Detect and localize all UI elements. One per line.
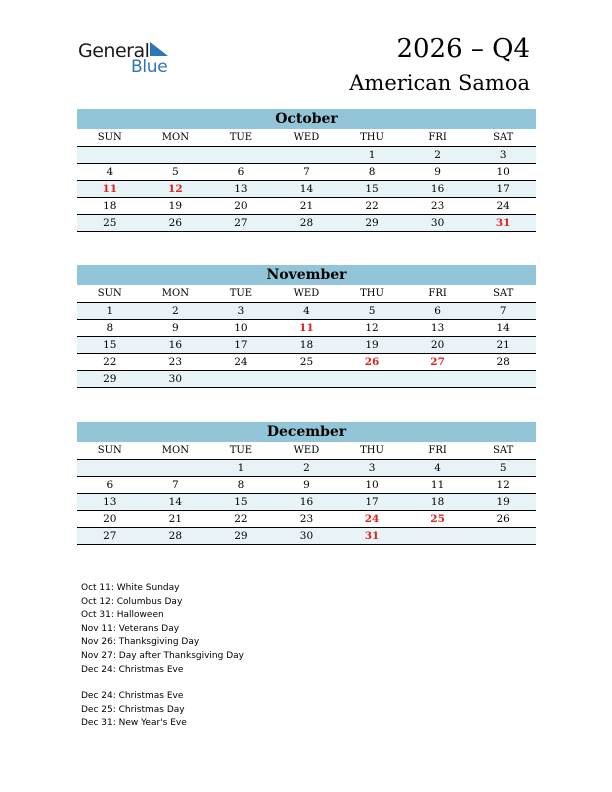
day-cell: 29 [339, 215, 405, 232]
weekday-header: TUE [208, 285, 274, 303]
week-row [77, 181, 536, 198]
weekday-header: THU [339, 129, 405, 147]
day-cell: 30 [405, 215, 471, 232]
day-cell: 1 [77, 303, 143, 320]
day-cell: 27 [77, 528, 143, 545]
day-cell: 18 [274, 337, 340, 354]
day-cell [143, 147, 209, 164]
day-cell: 26 [470, 511, 536, 528]
day-cell: 12 [339, 320, 405, 337]
day-cell: 13 [208, 181, 274, 198]
day-cell: 15 [208, 494, 274, 511]
day-cell: 21 [470, 337, 536, 354]
day-cell: 10 [208, 320, 274, 337]
weekday-header: MON [143, 442, 209, 460]
day-cell: 19 [339, 337, 405, 354]
day-cell: 11 [405, 477, 471, 494]
day-cell: 2 [405, 147, 471, 164]
logo-flag-icon [150, 42, 172, 58]
week-row [77, 528, 536, 545]
day-cell: 27 [208, 215, 274, 232]
week-row [77, 460, 536, 477]
weekday-header: THU [339, 442, 405, 460]
week-row [77, 147, 536, 164]
day-cell: 22 [339, 198, 405, 215]
month-header: October [77, 109, 536, 129]
weekday-header: SUN [77, 442, 143, 460]
day-cell: 29 [77, 371, 143, 388]
day-cell: 30 [143, 371, 209, 388]
day-cell: 28 [470, 354, 536, 371]
week-row [77, 320, 536, 337]
day-cell: 5 [470, 460, 536, 477]
day-cell: 5 [339, 303, 405, 320]
weekday-header: WED [274, 129, 340, 147]
weekday-header: WED [274, 285, 340, 303]
day-cell: 6 [77, 477, 143, 494]
week-row [77, 371, 536, 388]
holiday-note: Dec 25: Christmas Day [81, 704, 185, 715]
day-cell: 8 [339, 164, 405, 181]
day-cell [77, 147, 143, 164]
weekday-header: MON [143, 285, 209, 303]
month-grid [77, 285, 536, 388]
day-cell: 3 [208, 303, 274, 320]
logo [78, 38, 188, 80]
day-cell: 24 [339, 511, 405, 528]
holiday-note: Nov 27: Day after Thanksgiving Day [81, 650, 244, 661]
day-cell: 7 [143, 477, 209, 494]
day-cell: 26 [143, 215, 209, 232]
week-row [77, 354, 536, 371]
day-cell: 26 [339, 354, 405, 371]
day-cell: 22 [77, 354, 143, 371]
day-cell: 4 [274, 303, 340, 320]
weekday-header: FRI [405, 285, 471, 303]
day-cell: 6 [405, 303, 471, 320]
day-cell: 9 [274, 477, 340, 494]
holiday-note: Nov 26: Thanksgiving Day [81, 637, 200, 648]
day-cell: 25 [405, 511, 471, 528]
weekday-header: FRI [405, 129, 471, 147]
day-cell: 19 [143, 198, 209, 215]
day-cell [470, 528, 536, 545]
day-cell [470, 371, 536, 388]
day-cell: 20 [208, 198, 274, 215]
day-cell: 28 [143, 528, 209, 545]
day-cell: 9 [143, 320, 209, 337]
day-cell [339, 371, 405, 388]
day-cell: 16 [274, 494, 340, 511]
day-cell: 4 [405, 460, 471, 477]
day-cell: 13 [405, 320, 471, 337]
day-cell: 6 [208, 164, 274, 181]
week-row [77, 511, 536, 528]
day-cell: 3 [470, 147, 536, 164]
day-cell: 20 [77, 511, 143, 528]
holiday-note: Dec 31: New Year's Eve [81, 718, 187, 729]
day-cell: 24 [208, 354, 274, 371]
month-grid [77, 442, 536, 545]
week-row [77, 477, 536, 494]
weekday-header: TUE [208, 442, 274, 460]
day-cell: 24 [470, 198, 536, 215]
holiday-note: Dec 24: Christmas Eve [81, 664, 184, 675]
day-cell: 14 [143, 494, 209, 511]
weekday-header: SAT [470, 129, 536, 147]
weekday-header: WED [274, 442, 340, 460]
day-cell: 3 [339, 460, 405, 477]
day-cell: 12 [470, 477, 536, 494]
day-cell: 1 [339, 147, 405, 164]
holiday-note: Nov 11: Veterans Day [81, 623, 180, 634]
day-cell: 25 [77, 215, 143, 232]
weekday-header: TUE [208, 129, 274, 147]
day-cell: 21 [143, 511, 209, 528]
week-row [77, 215, 536, 232]
month-header: December [77, 422, 536, 442]
day-cell: 31 [470, 215, 536, 232]
day-cell: 2 [143, 303, 209, 320]
day-cell: 20 [405, 337, 471, 354]
day-cell: 1 [208, 460, 274, 477]
day-cell: 23 [274, 511, 340, 528]
day-cell: 23 [405, 198, 471, 215]
day-cell: 2 [274, 460, 340, 477]
logo-word-general: General [78, 40, 150, 62]
day-cell: 15 [339, 181, 405, 198]
day-cell [208, 147, 274, 164]
day-cell: 27 [405, 354, 471, 371]
holiday-note: Oct 31: Halloween [81, 610, 164, 621]
page-subtitle: American Samoa [349, 71, 530, 95]
day-cell: 17 [470, 181, 536, 198]
month-october [77, 109, 536, 232]
day-cell: 21 [274, 198, 340, 215]
day-cell: 11 [77, 181, 143, 198]
day-cell: 23 [143, 354, 209, 371]
day-cell: 17 [339, 494, 405, 511]
day-cell: 12 [143, 181, 209, 198]
week-row [77, 494, 536, 511]
day-cell: 11 [274, 320, 340, 337]
month-grid [77, 129, 536, 232]
day-cell: 30 [274, 528, 340, 545]
day-cell: 7 [470, 303, 536, 320]
month-december [77, 422, 536, 545]
day-cell: 16 [405, 181, 471, 198]
day-cell [274, 147, 340, 164]
day-cell: 18 [405, 494, 471, 511]
month-header: November [77, 265, 536, 285]
day-cell: 18 [77, 198, 143, 215]
weekday-header: SUN [77, 129, 143, 147]
day-cell: 29 [208, 528, 274, 545]
day-cell: 8 [77, 320, 143, 337]
month-november [77, 265, 536, 388]
week-row [77, 303, 536, 320]
week-row [77, 198, 536, 215]
holiday-notes-group-1 [81, 582, 244, 677]
day-cell [77, 460, 143, 477]
holiday-notes [81, 582, 244, 731]
day-cell: 22 [208, 511, 274, 528]
day-cell: 15 [77, 337, 143, 354]
day-cell [274, 371, 340, 388]
holiday-notes-group-2 [81, 690, 244, 731]
day-cell: 8 [208, 477, 274, 494]
holiday-note: Oct 12: Columbus Day [81, 596, 183, 607]
weekday-header: THU [339, 285, 405, 303]
day-cell: 25 [274, 354, 340, 371]
week-row [77, 337, 536, 354]
day-cell [208, 371, 274, 388]
holiday-note: Dec 24: Christmas Eve [81, 691, 184, 702]
week-row [77, 164, 536, 181]
day-cell: 4 [77, 164, 143, 181]
day-cell: 14 [470, 320, 536, 337]
logo-word-blue: Blue [131, 57, 168, 77]
day-cell: 13 [77, 494, 143, 511]
day-cell [405, 371, 471, 388]
day-cell [405, 528, 471, 545]
day-cell: 7 [274, 164, 340, 181]
weekday-header: MON [143, 129, 209, 147]
weekday-header: SAT [470, 285, 536, 303]
weekday-header: FRI [405, 442, 471, 460]
page-title: 2026 – Q4 [396, 34, 530, 64]
weekday-header: SAT [470, 442, 536, 460]
day-cell: 28 [274, 215, 340, 232]
day-cell [143, 460, 209, 477]
holiday-note: Oct 11: White Sunday [81, 583, 180, 593]
day-cell: 17 [208, 337, 274, 354]
day-cell: 9 [405, 164, 471, 181]
day-cell: 14 [274, 181, 340, 198]
day-cell: 16 [143, 337, 209, 354]
day-cell: 31 [339, 528, 405, 545]
day-cell: 10 [470, 164, 536, 181]
day-cell: 19 [470, 494, 536, 511]
day-cell: 10 [339, 477, 405, 494]
day-cell: 5 [143, 164, 209, 181]
weekday-header: SUN [77, 285, 143, 303]
